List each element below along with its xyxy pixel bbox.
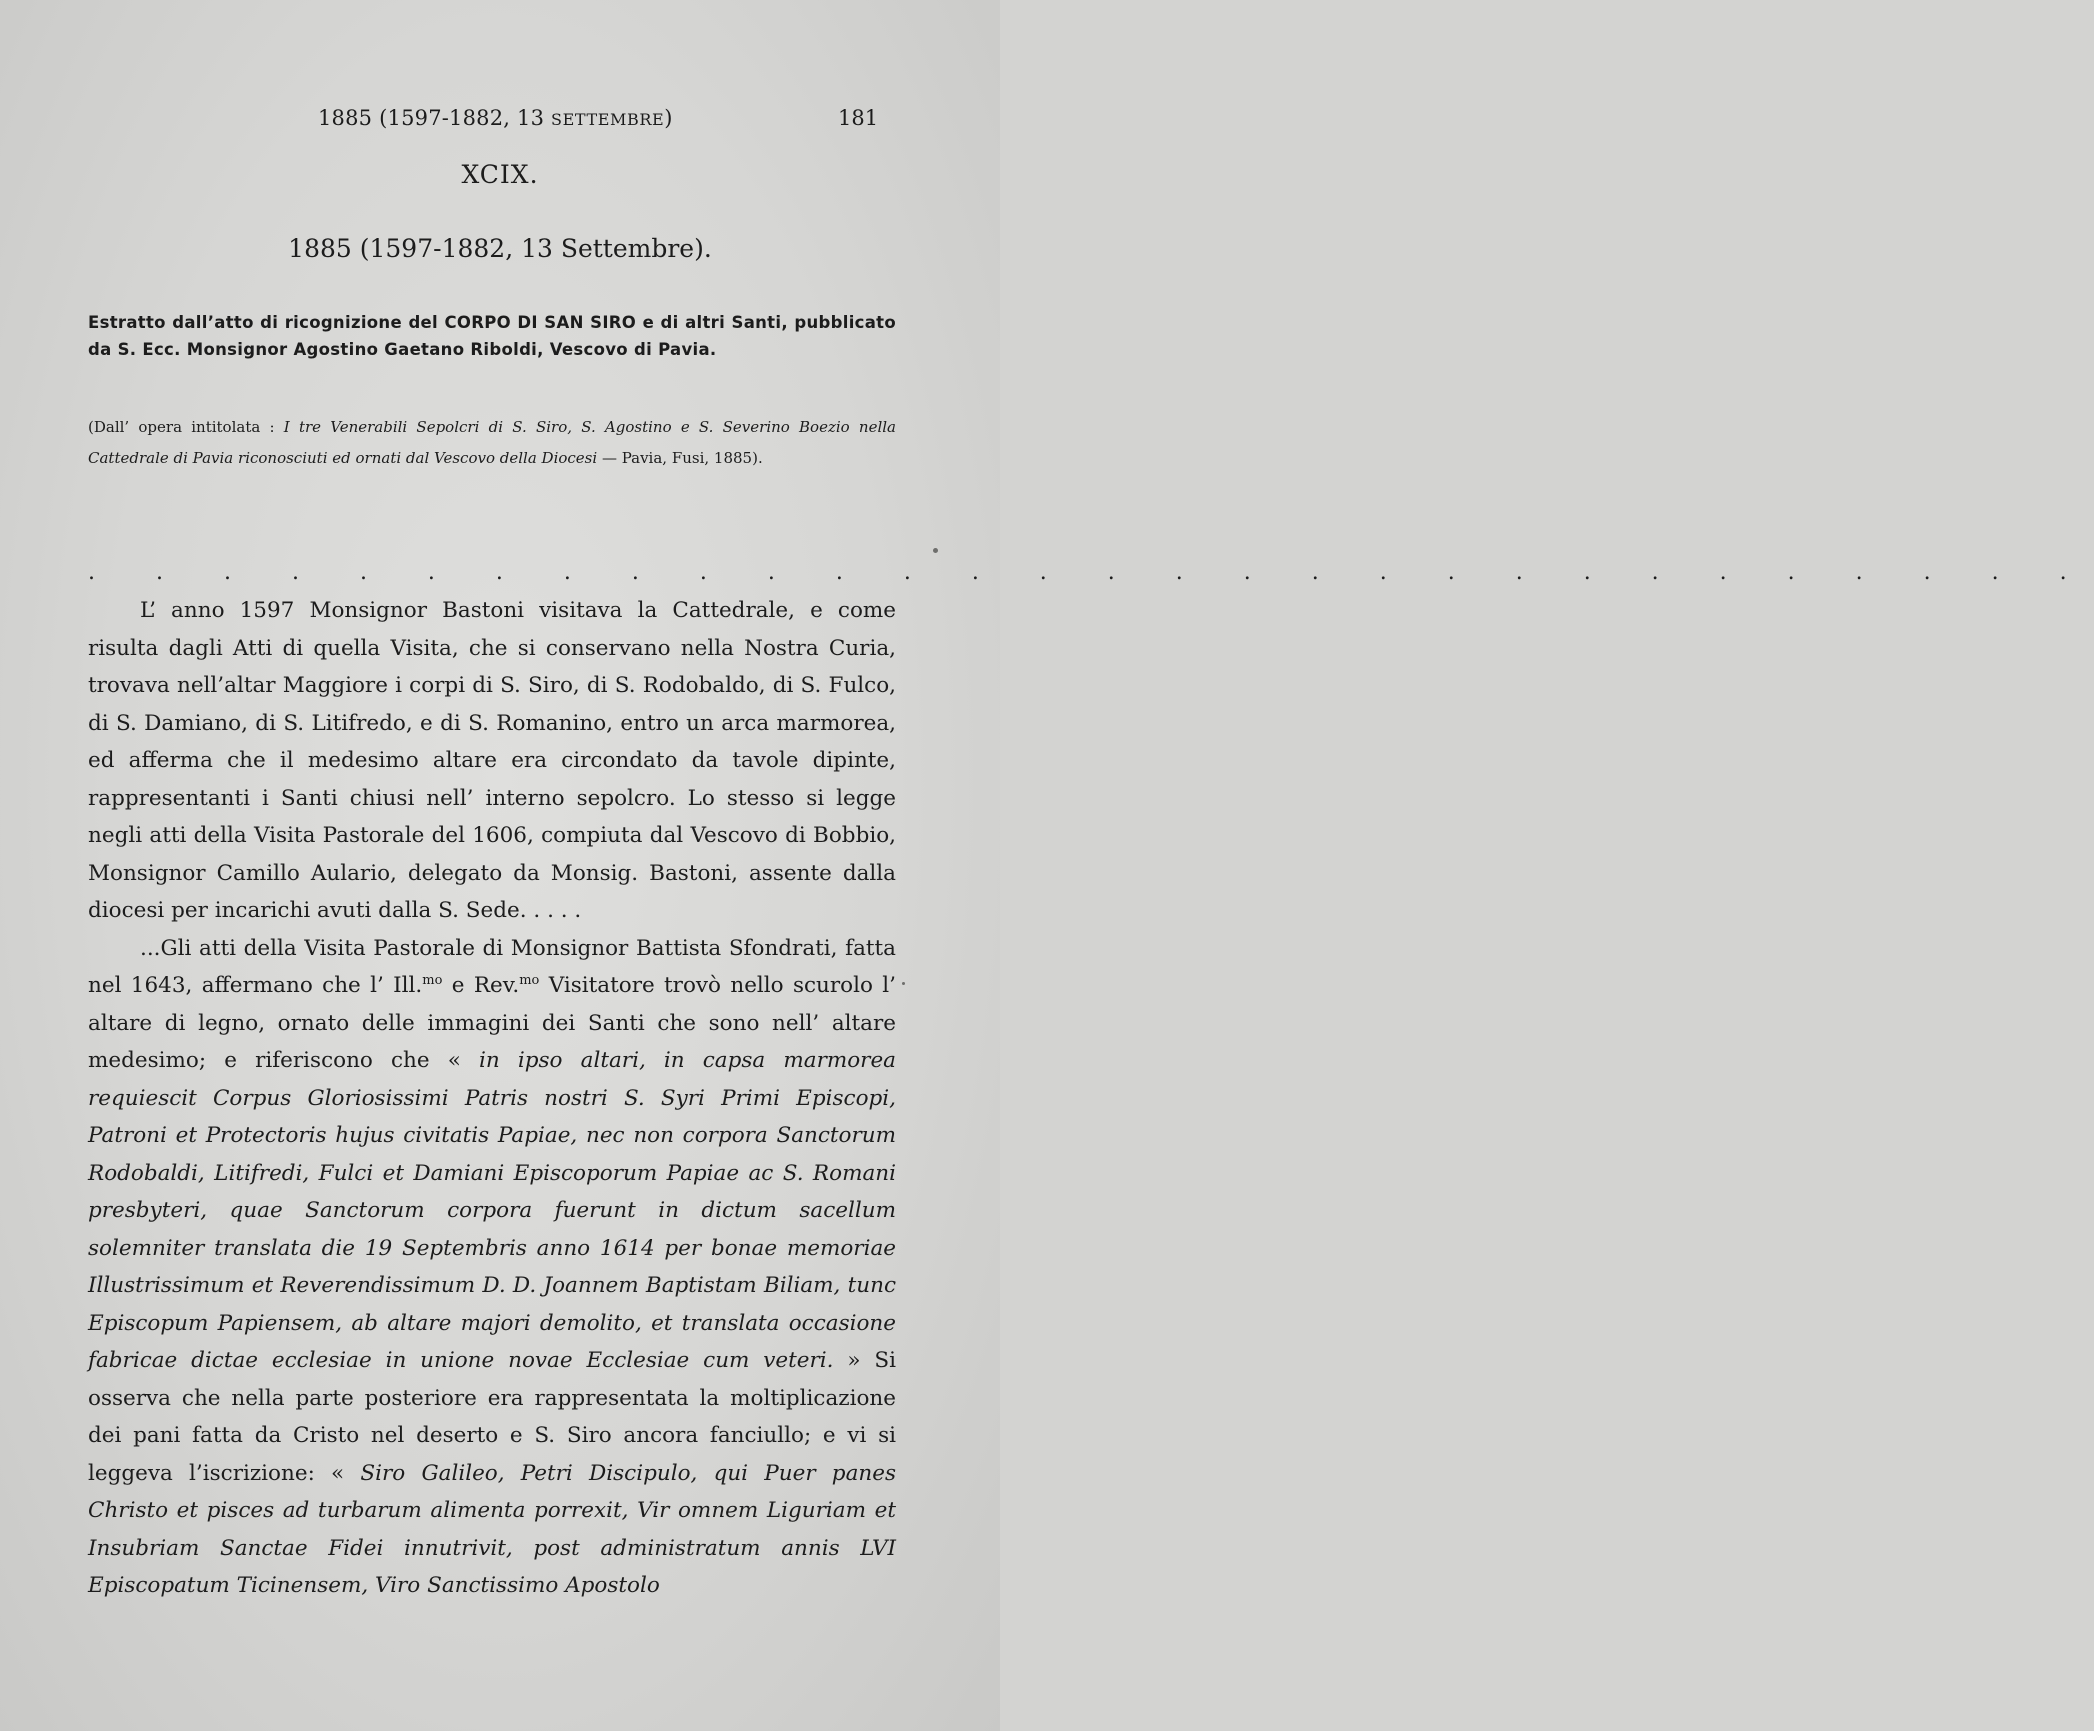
- source-work-title: I tre Venerabili Sepolcri di S. Siro, S. Agostino e S. Severino Boezio nella Cattedrale di Pavia riconosciuti ed ornati dal Vescovo della Diocesi: [88, 418, 896, 467]
- paragraph-2-after-latin: » Si osserva che nella parte posteriore era rappresentata la moltiplicazione dei pani fatta da Cristo nel deserto e S. Siro ancora fanciullo; e vi si leggeva l’iscrizione: «: [88, 1348, 896, 1486]
- superscript-mo-2: mo: [519, 972, 540, 988]
- latin-quotation-2: Siro Galileo, Petri Discipulo, qui Puer panes Christo et pisces ad turbarum alimenta porrexit, Vir omnem Liguriam et Insubriam Sanctae Fidei innutrivit, post administratum annis LVI Episcopatum Ticinensem, Viro Sanctissimo Apostolo: [88, 1460, 896, 1598]
- paragraph-2-start: ...Gli atti della Visita Pastorale di Monsignor Battista Sfondrati, fatta nel 1643, affermano che l’ Ill.: [88, 935, 896, 998]
- running-title-main: 1885 (1597-1882, 13: [318, 106, 552, 130]
- section-number: XCIX.: [461, 160, 539, 189]
- extract-heading: Estratto dall’atto di ricognizione del CORPO DI SAN SIRO e di altri Santi, pubblicato da S. Ecc. Monsignor Agostino Gaetano Riboldi, Vescovo di Pavia.: [88, 313, 896, 359]
- body-text: [88, 592, 896, 1605]
- latin-quotation-1: in ipso altari, in capsa marmorea requiescit Corpus Gloriosissimi Patris nostri S. Syri Primi Episcopi, Patroni et Protectoris hujus civitatis Papiae, nec non corpora Sanctorum Rodobaldi, Litifredi, Fulci et Damiani Episcoporum Papiae ac S. Romani presbyteri, quae Sanctorum corpora fuerunt in dictum sacellum solemniter translata die 19 Septembris anno 1614 per bonae memoriae Illustrissimum et Reverendissimum D. D. Joannem Baptistam Biliam, tunc Episcopum Papiensem, ab altare majori demolito, et translata occasione fabricae dictae ecclesiae in unione novae Ecclesiae cum veteri.: [88, 1048, 896, 1373]
- running-title-close: ): [664, 106, 673, 130]
- superscript-mo-1: mo: [422, 972, 443, 988]
- running-head: [0, 106, 1000, 136]
- page-number: 181: [838, 106, 879, 130]
- source-note: [88, 412, 896, 474]
- running-title-month: SETTEMBRE: [551, 110, 665, 129]
- ink-speck: [902, 982, 905, 985]
- source-note-suffix: — Pavia, Fusi, 1885).: [597, 449, 763, 467]
- omission-dots: . . . . . . . . . . . . . . . . . . . . . . . . . . . . . .: [88, 560, 2094, 585]
- paragraph-2-after-sup: Visitatore trovò nello scurolo l’ altare di legno, ornato delle immagini dei Santi che sono nell’ altare medesimo; e riferiscono che «: [88, 973, 896, 1073]
- source-note-prefix: (Dall’ opera intitolata :: [88, 418, 284, 436]
- paragraph-2-mid: e Rev.: [442, 973, 520, 998]
- document-title: 1885 (1597-1882, 13 Settembre).: [288, 234, 712, 263]
- ink-speck: [933, 548, 938, 553]
- running-title: [318, 106, 673, 130]
- paragraph-2: [88, 930, 896, 1605]
- paragraph-1: L’ anno 1597 Monsignor Bastoni visitava la Cattedrale, e come risulta dagli Atti di quella Visita, che si conservano nella Nostra Curia, trovava nell’altar Maggiore i corpi di S. Siro, di S. Rodobaldo, di S. Fulco, di S. Damiano, di S. Litifredo, e di S. Romanino, entro un arca marmorea, ed afferma che il medesimo altare era circondato da tavole dipinte, rappresentanti i Santi chiusi nell’ interno sepolcro. Lo stesso si legge negli atti della Visita Pastorale del 1606, compiuta dal Vescovo di Bobbio, Monsignor Camillo Aulario, delegato da Monsig. Bastoni, assente dalla diocesi per incarichi avuti dalla S. Sede. . . . .: [88, 598, 896, 923]
